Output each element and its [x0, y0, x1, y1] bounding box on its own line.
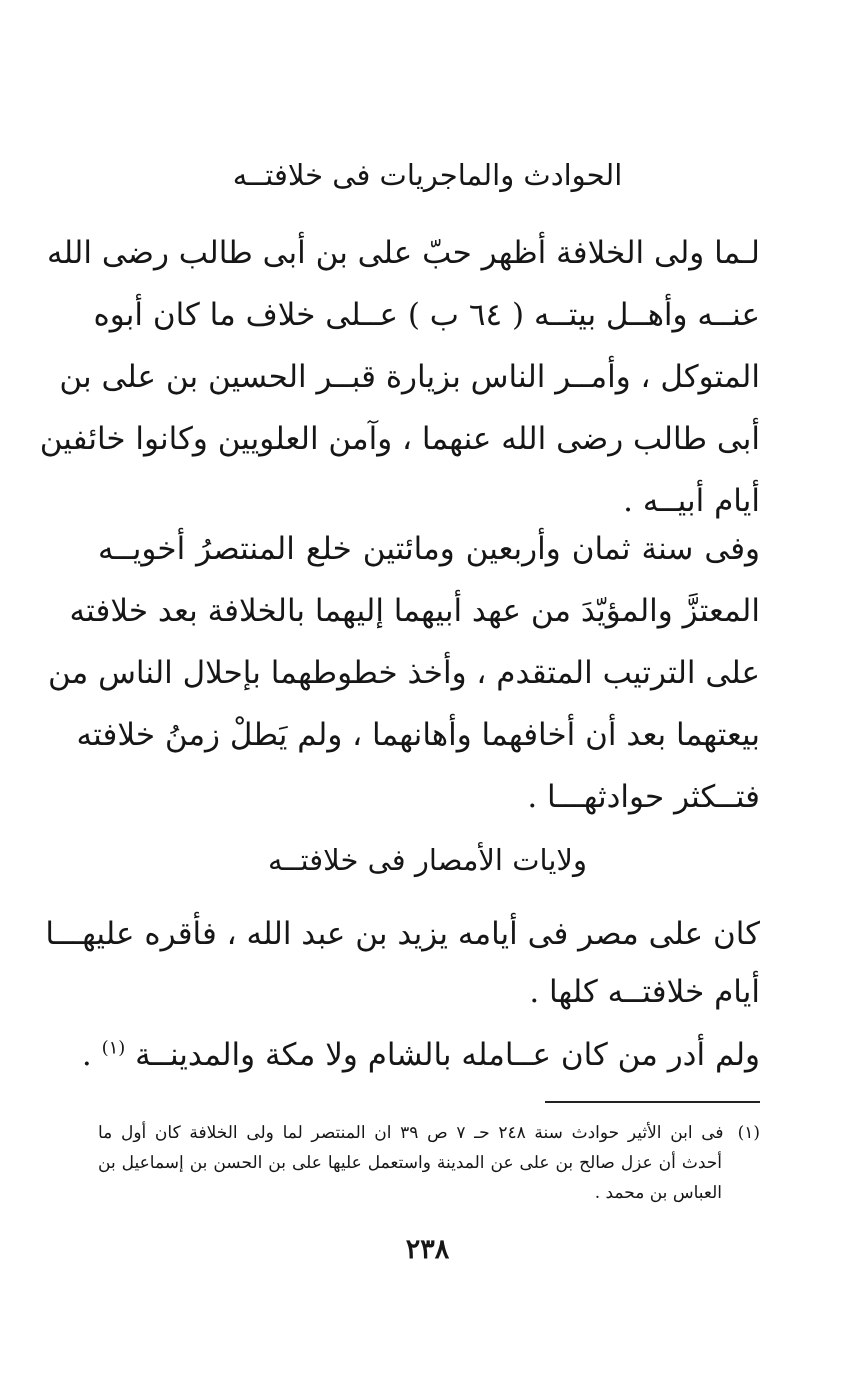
section-heading-events: الحوادث والماجريات فى خلافتــه: [232, 158, 623, 192]
text-line: [81, 1026, 760, 1084]
text-line: أبى طالب رضى الله عنهما ، وآمن العلويين وكانوا خائفين: [39, 421, 760, 457]
sentence-end: .: [81, 1037, 92, 1073]
footnotes: [98, 1118, 760, 1208]
footnote-reference: (١): [101, 1037, 126, 1059]
sham-text: ولم أدر من كان عــامله بالشام ولا مكة والمدينــة: [135, 1037, 760, 1073]
paragraph-year-248: [48, 518, 760, 828]
paragraph-sham: [81, 1026, 760, 1084]
footnote-line: أحدث أن عزل صالح بن على عن المدينة واستعمل عليها على بن الحسن بن إسماعيل بن: [98, 1153, 722, 1173]
page-number: ٢٣٨: [405, 1234, 450, 1265]
footnote-divider: [545, 1101, 760, 1103]
paragraph-accession: [39, 222, 760, 532]
footnote-text: فى ابن الأثير حوادث سنة ٢٤٨ حـ ٧ ص ٣٩ ان المنتصر لما ولى الخلافة كان أول ما: [98, 1123, 724, 1143]
text-line: كان على مصر فى أيامه يزيد بن عبد الله ، فأقره عليهـــا: [45, 916, 760, 952]
text-line: وفى سنة ثمان وأربعين ومائتين خلع المنتصرُ أخويــه: [98, 531, 760, 567]
text-line: فتــكثر حوادثهـــا .: [527, 779, 760, 815]
text-line: المتوكل ، وأمــر الناس بزيارة قبــر الحسين بن على بن: [59, 359, 760, 395]
text-line: على الترتيب المتقدم ، وأخذ خطوطهما بإحلال الناس من: [48, 655, 760, 691]
text-line: أيام خلافتــه كلها .: [529, 974, 760, 1010]
text-line: بيعتهما بعد أن أخافهما وأهانهما ، ولم يَطلْ زمنُ خلافته: [76, 717, 760, 753]
text-line: المعتزَّ والمؤيّدَ من عهد أبيهما إليهما بالخلافة بعد خلافته: [69, 593, 760, 629]
text-line: أيام أبيــه .: [623, 483, 760, 519]
text-line: عنــه وأهــل بيتــه ( ٦٤ ب ) عــلى خلاف ما كان أبوه: [93, 297, 760, 333]
text-line: لـما ولى الخلافة أظهر حبّ على بن أبى طالب رضى الله: [47, 235, 760, 271]
footnote-line: [98, 1118, 760, 1148]
footnote-line: العباس بن محمد .: [594, 1183, 722, 1203]
section-heading-provinces: ولايات الأمصار فى خلافتــه: [268, 843, 587, 877]
paragraph-egypt: [45, 905, 760, 1021]
footnote-marker: (١): [737, 1123, 760, 1143]
